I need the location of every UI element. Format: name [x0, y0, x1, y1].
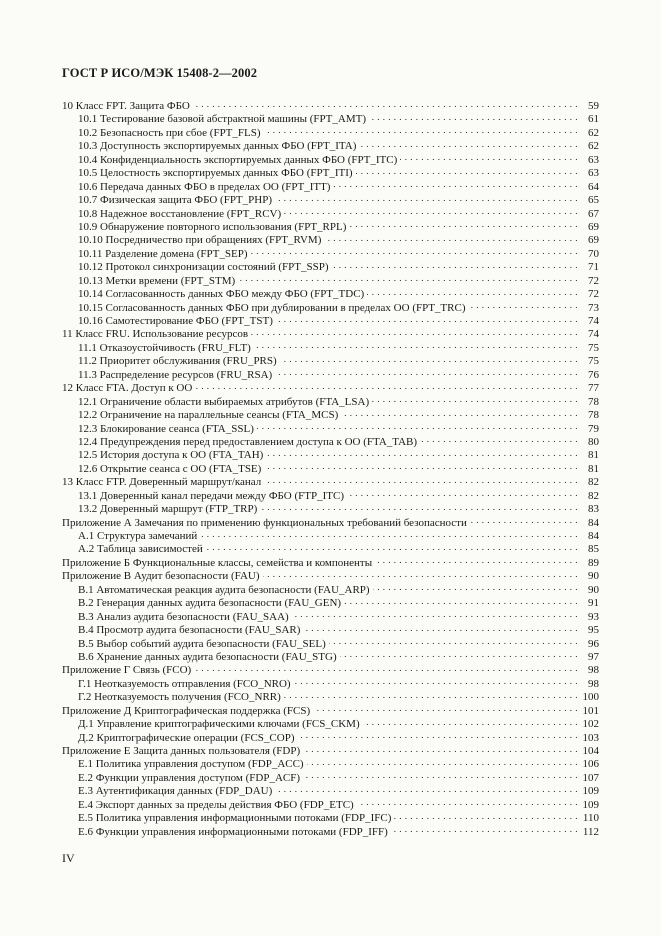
document-header: ГОСТ Р ИСО/МЭК 15408-2—2002: [62, 66, 258, 80]
toc-leader-dots: [394, 811, 578, 821]
toc-entry-title: 10.6 Передача данных ФБО в пределах ОО (FPT_ITT): [78, 180, 331, 193]
toc-subsection-row: [62, 811, 599, 824]
toc-entry-title: Е.2 Функции управления доступом (FDP_ACF): [78, 771, 301, 784]
toc-leader-dots: [400, 153, 578, 163]
toc-page-number: 83: [588, 503, 599, 516]
toc-leader-dots: [251, 327, 578, 337]
toc-entry-title: 13 Класс FTP. Доверенный маршрут/канал: [62, 476, 262, 489]
toc-page-number: 84: [588, 530, 599, 542]
toc-entry-title: 10.11 Разделение домена (FPT_SEP): [78, 247, 248, 260]
toc-page-number: 90: [588, 570, 599, 583]
toc-entry-title: Д.2 Криптографические операции (FCS_COP): [78, 731, 295, 744]
toc-page-number: 84: [588, 516, 599, 529]
toc-entry-title: 12.2 Ограничение на параллельные сеансы (FTA_MCS): [78, 409, 339, 422]
toc-subsection-row: [62, 690, 599, 703]
toc-leader-dots: [195, 381, 578, 391]
toc-leader-dots: [469, 301, 579, 311]
toc-subsection-row: [62, 502, 599, 515]
toc-leader-dots: [359, 139, 578, 149]
toc-leader-dots: [372, 395, 578, 405]
toc-page-number: 91: [588, 597, 599, 610]
toc-subsection-row: [62, 798, 599, 811]
toc-subsection-row: [62, 408, 599, 421]
toc-subsection-row: [62, 354, 599, 367]
toc-entry-title: Е.4 Экспорт данных за пределы действия ФБО (FDP_ETC): [78, 798, 354, 811]
toc-entry-title: Приложение В Аудит безопасности (FAU): [62, 570, 260, 583]
toc-section-row: [62, 99, 599, 112]
toc-subsection-row: [62, 153, 599, 166]
toc-entry-title: Е.1 Политика управления доступом (FDP_ACC): [78, 758, 304, 771]
toc-leader-dots: [284, 207, 578, 217]
toc-page-number: 74: [588, 328, 599, 341]
toc-subsection-row: [62, 623, 599, 636]
toc-entry-title: 12.3 Блокирование сеанса (FTA_SSL): [78, 422, 254, 435]
toc-subsection-row: [62, 274, 599, 287]
toc-leader-dots: [303, 744, 578, 754]
toc-entry-title: 11.2 Приоритет обслуживания (FRU_PRS): [78, 355, 277, 368]
toc-section-row: [62, 704, 599, 717]
toc-page-number: 70: [588, 247, 599, 260]
toc-subsection-row: [62, 341, 599, 354]
toc-subsection-row: [62, 825, 599, 838]
toc-page-number: 78: [588, 395, 599, 408]
toc-subsection-row: [62, 637, 599, 650]
toc-leader-dots: [297, 731, 578, 741]
toc-page-number: 110: [582, 812, 599, 825]
toc-section-row: [62, 556, 599, 569]
toc-entry-title: А.2 Таблица зависимостей: [78, 543, 203, 556]
toc-page-number: 69: [588, 234, 599, 247]
toc-page-number: 63: [588, 167, 599, 180]
toc-subsection-row: [62, 529, 599, 542]
toc-page-number: 93: [588, 610, 599, 623]
toc-page-number: 106: [582, 758, 599, 771]
toc-subsection-row: [62, 757, 599, 770]
toc-entry-title: 13.1 Доверенный канал передачи между ФБО (FTP_ITC): [78, 489, 344, 502]
toc-page-number: 81: [588, 462, 599, 475]
toc-entry-title: В.5 Выбор событий аудита безопасности (FAU_SEL): [78, 637, 326, 650]
toc-subsection-row: [62, 462, 599, 475]
toc-entry-title: Г.2 Неотказуемость получения (FCO_NRR): [78, 691, 281, 704]
toc-page-number: 82: [588, 489, 599, 502]
toc-page-number: 79: [588, 422, 599, 435]
toc-leader-dots: [347, 489, 578, 499]
toc-subsection-row: [62, 677, 599, 690]
toc-entry-title: Д.1 Управление криптографическими ключами (FCS_CKM): [78, 718, 360, 731]
toc-leader-dots: [341, 408, 578, 418]
toc-entry-title: Е.3 Аутентификация данных (FDP_DAU): [78, 785, 273, 798]
toc-leader-dots: [238, 274, 578, 284]
toc-page-number: 75: [588, 341, 599, 354]
toc-leader-dots: [275, 193, 578, 203]
toc-entry-title: Приложение А Замечания по применению функциональных требований безопасности: [62, 516, 467, 529]
toc-page-number: 78: [588, 409, 599, 422]
page-number: IV: [62, 851, 75, 865]
toc-leader-dots: [363, 717, 578, 727]
toc-subsection-row: [62, 166, 599, 179]
toc-entry-title: Приложение Д Криптографическая поддержка (FCS): [62, 704, 311, 717]
toc-page-number: 62: [588, 126, 599, 139]
toc-page-number: 72: [588, 288, 599, 301]
toc-entry-title: Приложение Е Защита данных пользователя (FDP): [62, 745, 301, 757]
toc-entry-title: 12.1 Ограничение области выбираемых атрибутов (FTA_LSA): [78, 395, 370, 408]
toc-entry-title: 10.3 Доступность экспортируемых данных ФБО (FPT_ITA): [78, 140, 357, 153]
toc-section-row: [62, 327, 599, 340]
toc-entry-title: В.4 Просмотр аудита безопасности (FAU_SAR): [78, 624, 301, 637]
toc-page-number: 102: [582, 718, 599, 731]
toc-page-number: 109: [582, 798, 599, 811]
toc-leader-dots: [276, 314, 578, 324]
toc-entry-title: 10.4 Конфиденциальность экспортируемых данных ФБО (FPT_ITC): [78, 153, 398, 166]
toc-entry-title: 12 Класс FTA. Доступ к ОО: [62, 382, 193, 395]
toc-entry-title: 10.5 Целостность экспортируемых данных ФБО (FPT_ITI): [78, 167, 353, 180]
toc-page-number: 75: [588, 355, 599, 368]
toc-leader-dots: [284, 690, 578, 700]
toc-page-number: 98: [588, 677, 599, 690]
toc-leader-dots: [367, 287, 578, 297]
toc-page-number: 82: [588, 476, 599, 489]
toc-leader-dots: [254, 341, 578, 351]
toc-section-row: [62, 569, 599, 582]
toc-entry-title: 11 Класс FRU. Использование ресурсов: [62, 328, 249, 341]
toc-page-number: 74: [588, 315, 599, 327]
toc-subsection-row: [62, 771, 599, 784]
toc-leader-dots: [250, 247, 578, 257]
toc-leader-dots: [344, 596, 578, 606]
toc-subsection-row: [62, 301, 599, 314]
toc-entry-title: 10.7 Физическая защита ФБО (FPT_PHP): [78, 194, 272, 207]
toc-subsection-row: [62, 596, 599, 609]
toc-leader-dots: [275, 368, 578, 378]
toc-subsection-row: [62, 139, 599, 152]
toc-subsection-row: [62, 193, 599, 206]
toc-entry-title: В.3 Анализ аудита безопасности (FAU_SAA): [78, 610, 289, 623]
toc-entry-title: 10.1 Тестирование базовой абстрактной машины (FPT_AMT): [78, 113, 366, 126]
toc-subsection-row: [62, 422, 599, 435]
toc-entry-title: 10.8 Надежное восстановление (FPT_RCV): [78, 207, 282, 220]
toc-leader-dots: [264, 475, 578, 485]
toc-subsection-row: [62, 435, 599, 448]
toc-leader-dots: [193, 99, 578, 109]
toc-page-number: 77: [588, 382, 599, 395]
toc-page-number: 71: [588, 261, 599, 274]
toc-leader-dots: [303, 771, 578, 781]
toc-entry-title: Е.6 Функции управления информационными потоками (FDP_IFF): [78, 825, 388, 838]
toc-leader-dots: [356, 166, 578, 176]
toc-leader-dots: [470, 516, 578, 526]
toc-page-number: 59: [588, 100, 599, 112]
toc-entry-title: 13.2 Доверенный маршрут (FTP_TRP): [78, 503, 258, 516]
toc-entry-title: Приложение Б Функциональные классы, семейства и компоненты: [62, 556, 373, 569]
toc-leader-dots: [200, 529, 578, 539]
toc-subsection-row: [62, 542, 599, 555]
toc-page-number: 63: [588, 153, 599, 166]
toc-leader-dots: [280, 354, 578, 364]
table-of-contents: [62, 99, 599, 838]
toc-page-number: 98: [588, 664, 599, 677]
toc-leader-dots: [324, 233, 578, 243]
toc-entry-title: 10.16 Самотестирование ФБО (FPT_TST): [78, 315, 273, 327]
toc-leader-dots: [357, 798, 578, 808]
toc-entry-title: В.6 Хранение данных аудита безопасности (FAU_STG): [78, 650, 337, 663]
toc-leader-dots: [329, 637, 578, 647]
toc-leader-dots: [294, 677, 578, 687]
toc-subsection-row: [62, 314, 599, 327]
toc-leader-dots: [349, 220, 578, 230]
toc-section-row: [62, 516, 599, 529]
toc-subsection-row: [62, 717, 599, 730]
toc-entry-title: 10.15 Согласованность данных ФБО при дублировании в пределах ОО (FPT_TRC): [78, 301, 466, 314]
toc-entry-title: 10.13 Метки времени (FPT_STM): [78, 274, 236, 287]
toc-entry-title: 10.2 Безопасность при сбое (FPT_FLS): [78, 126, 261, 139]
toc-page-number: 65: [588, 194, 599, 207]
toc-subsection-row: [62, 247, 599, 260]
toc-leader-dots: [275, 784, 578, 794]
toc-entry-title: 12.4 Предупреждения перед предоставлением доступа к ОО (FTA_TAB): [78, 435, 418, 448]
toc-subsection-row: [62, 126, 599, 139]
toc-entry-title: 10.12 Протокол синхронизации состояний (FPT_SSP): [78, 261, 329, 274]
toc-page-number: 64: [588, 180, 599, 193]
toc-entry-title: 12.6 Открытие сеанса с ОО (FTA_TSE): [78, 462, 262, 475]
toc-page-number: 89: [588, 556, 599, 569]
toc-page-number: 101: [582, 704, 599, 717]
toc-leader-dots: [264, 462, 578, 472]
toc-subsection-row: [62, 448, 599, 461]
toc-entry-title: 12.5 История доступа к ОО (FTA_TAH): [78, 449, 264, 462]
toc-section-row: [62, 744, 599, 757]
toc-leader-dots: [266, 448, 578, 458]
toc-subsection-row: [62, 207, 599, 220]
toc-page-number: 69: [588, 220, 599, 233]
toc-entry-title: Е.5 Политика управления информационными потоками (FDP_IFC): [78, 812, 392, 825]
toc-page-number: 61: [588, 113, 599, 126]
toc-leader-dots: [313, 704, 578, 714]
toc-leader-dots: [307, 757, 578, 767]
toc-entry-title: 11.3 Распределение ресурсов (FRU_RSA): [78, 368, 273, 381]
toc-leader-dots: [263, 569, 578, 579]
toc-subsection-row: [62, 180, 599, 193]
toc-entry-title: 10.10 Посредничество при обращениях (FPT_RVM): [78, 234, 322, 247]
toc-leader-dots: [340, 650, 578, 660]
toc-section-row: [62, 381, 599, 394]
toc-entry-title: 10.9 Обнаружение повторного использования (FPT_RPL): [78, 220, 347, 233]
toc-leader-dots: [373, 583, 578, 593]
toc-page-number: 97: [588, 650, 599, 663]
toc-subsection-row: [62, 583, 599, 596]
toc-subsection-row: [62, 112, 599, 125]
toc-entry-title: 10 Класс FPT. Защита ФБО: [62, 100, 190, 112]
toc-subsection-row: [62, 610, 599, 623]
toc-entry-title: 10.14 Согласованность данных ФБО между ФБО (FPT_TDC): [78, 288, 365, 301]
toc-page-number: 85: [588, 543, 599, 556]
toc-subsection-row: [62, 220, 599, 233]
toc-subsection-row: [62, 489, 599, 502]
toc-subsection-row: [62, 650, 599, 663]
toc-page-number: 80: [588, 435, 599, 448]
toc-subsection-row: [62, 368, 599, 381]
toc-subsection-row: [62, 287, 599, 300]
toc-leader-dots: [420, 435, 578, 445]
toc-leader-dots: [303, 623, 578, 633]
toc-page-number: 72: [588, 274, 599, 287]
toc-leader-dots: [260, 502, 578, 512]
toc-subsection-row: [62, 233, 599, 246]
toc-leader-dots: [391, 825, 578, 835]
toc-page-number: 90: [588, 583, 599, 596]
toc-page-number: 73: [588, 301, 599, 314]
toc-subsection-row: [62, 260, 599, 273]
toc-page-number: 62: [588, 140, 599, 153]
toc-entry-title: 11.1 Отказоустойчивость (FRU_FLT): [78, 341, 251, 354]
toc-section-row: [62, 663, 599, 676]
toc-leader-dots: [333, 180, 578, 190]
toc-subsection-row: [62, 784, 599, 797]
toc-entry-title: А.1 Структура замечаний: [78, 530, 198, 542]
toc-leader-dots: [375, 556, 578, 566]
toc-page-number: 100: [582, 691, 599, 704]
toc-page-number: 107: [582, 771, 599, 784]
toc-page-number: 76: [588, 368, 599, 381]
toc-page-number: 67: [588, 207, 599, 220]
toc-leader-dots: [264, 126, 578, 136]
toc-leader-dots: [369, 112, 578, 122]
toc-leader-dots: [194, 663, 578, 673]
toc-entry-title: Приложение Г Связь (FCO): [62, 664, 192, 677]
toc-leader-dots: [292, 610, 578, 620]
toc-page-number: 103: [582, 731, 599, 744]
toc-page-number: 81: [588, 449, 599, 462]
toc-subsection-row: [62, 395, 599, 408]
toc-page-number: 96: [588, 637, 599, 650]
toc-leader-dots: [332, 260, 578, 270]
toc-page-number: 104: [582, 745, 599, 757]
toc-page-number: 109: [582, 785, 599, 798]
toc-page-number: 112: [582, 825, 599, 838]
toc-section-row: [62, 475, 599, 488]
toc-subsection-row: [62, 731, 599, 744]
toc-entry-title: В.2 Генерация данных аудита безопасности (FAU_GEN): [78, 597, 342, 610]
toc-entry-title: Г.1 Неотказуемость отправления (FCO_NRO): [78, 677, 291, 690]
toc-leader-dots: [206, 542, 578, 552]
toc-leader-dots: [257, 422, 578, 432]
toc-entry-title: В.1 Автоматическая реакция аудита безопасности (FAU_ARP): [78, 583, 370, 596]
toc-page-number: 95: [588, 624, 599, 637]
